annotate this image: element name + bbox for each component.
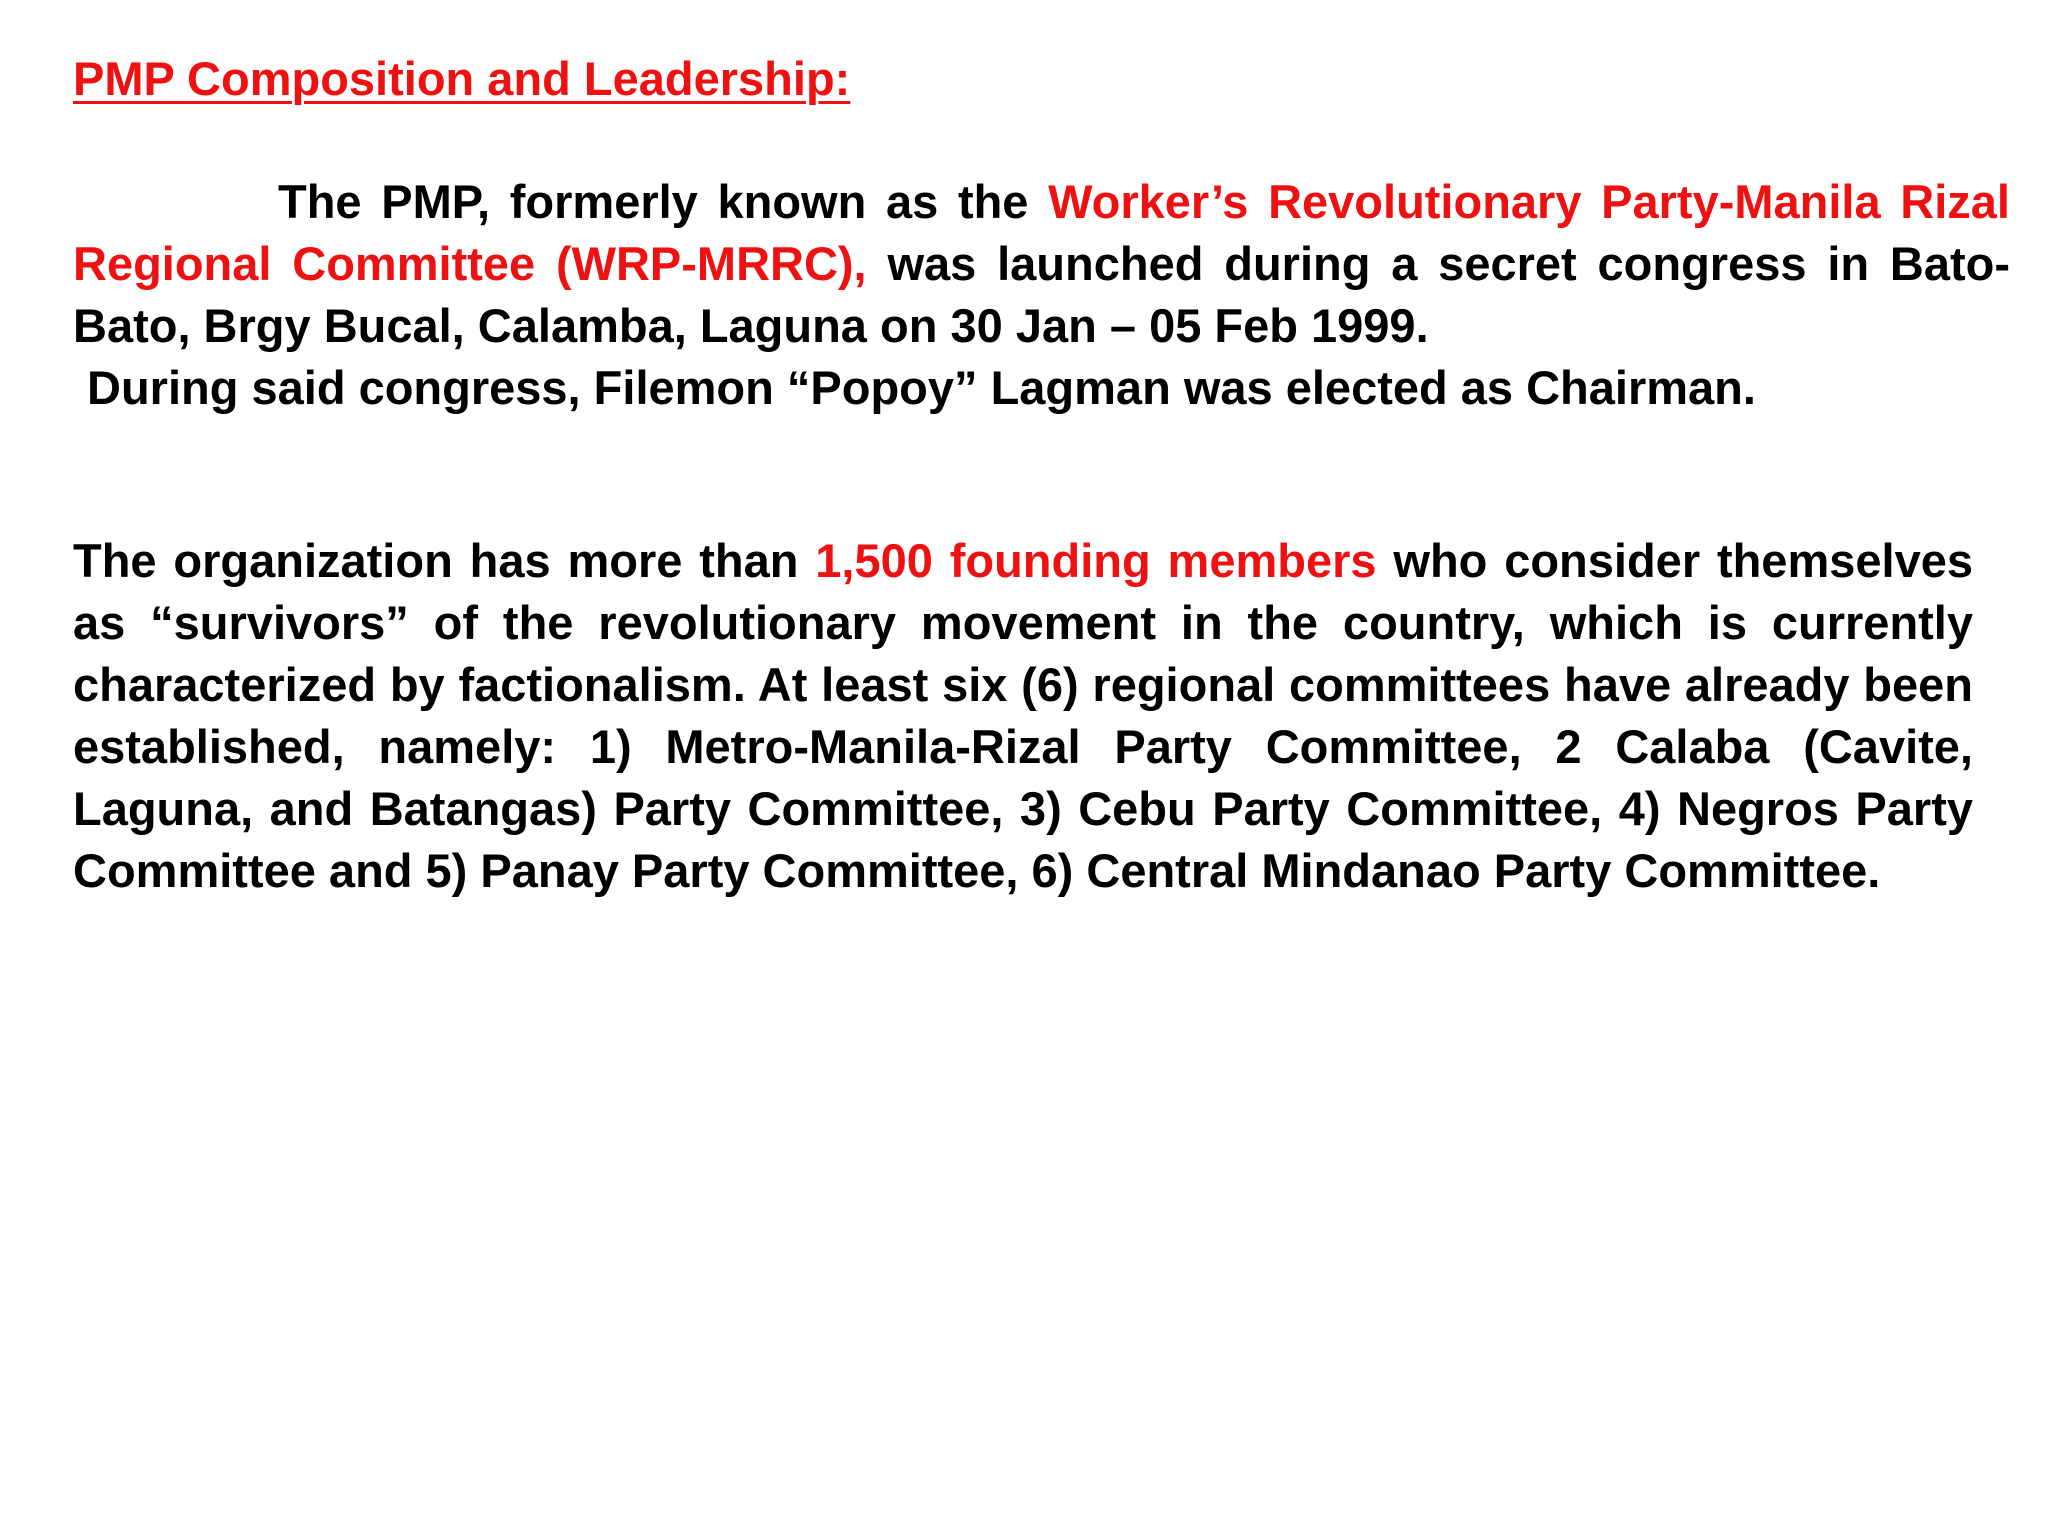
wrp-mrrc-highlight: Worker’s Revolutionary Party-Manila Rizal Regional Committee (WRP-MRRC), (73, 175, 2010, 290)
founding-members-highlight: 1,500 founding members (815, 534, 1377, 587)
slide-heading: PMP Composition and Leadership: (73, 52, 851, 105)
history-lead-text: The PMP, formerly known as the (278, 175, 1049, 228)
organization-lead-text: The organization has more than (73, 534, 816, 587)
chairman-election-text: During said congress, Filemon “Popoy” Lagman was elected as Chairman. (87, 361, 1756, 414)
paragraph-organization (73, 530, 1973, 902)
history-middle-text: was launched during a secret congress in Bato-Bato, Brgy Bucal, Calamba, Laguna on 30 Jan – 05 Feb 1999. (73, 237, 2011, 352)
paragraph-history (73, 171, 2010, 419)
organization-rest-text: who consider themselves as “survivors” of the revolutionary movement in the country, which is currently characterized by factionalism. At least six (6) regional committees have already been established, namely: 1) Metro-Manila-Rizal Party Committee, 2 Calaba (Cavite, Laguna, and Batangas) Party Committee, 3) Cebu Party Committee, 4) Negros Party Committee and 5) Panay Party Committee, 6) Central Mindanao Party Committee. (73, 534, 1973, 897)
